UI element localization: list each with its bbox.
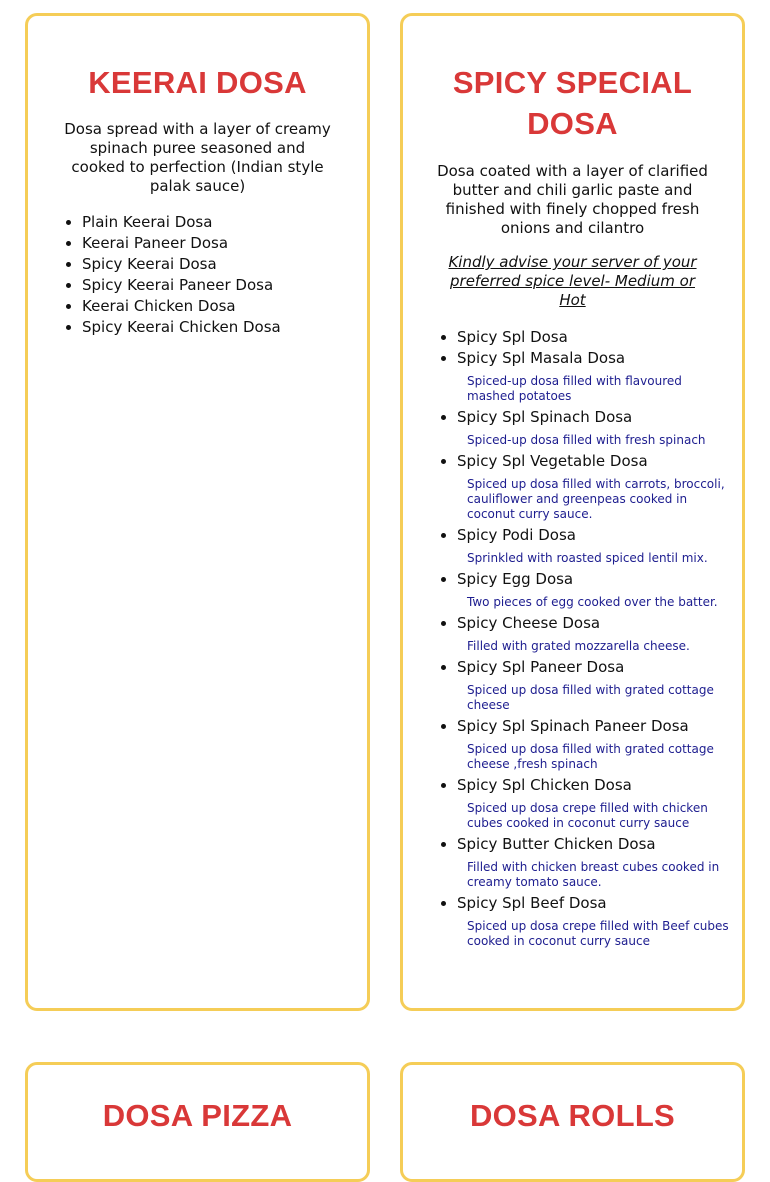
menu-item [457,327,732,348]
menu-item-name: • Spicy Spl Chicken Dosa [457,776,632,794]
menu-item-name: • Spicy Keerai Dosa [82,255,217,273]
menu-item-name: • Spicy Spl Dosa [457,328,568,346]
menu-item-name: • Spicy Keerai Chicken Dosa [82,318,281,336]
menu-item [457,775,732,834]
menu-item-description: Spiced-up dosa filled with fresh spinach [467,433,706,447]
menu-item-description: Spiced up dosa filled with grated cottage cheese ,fresh spinach [467,742,714,771]
spicy-special-dosa-card [400,13,745,1011]
menu-item [82,296,347,317]
card-description: Dosa spread with a layer of creamy spinach puree seasoned and cooked to perfection (Indian style palak sauce) [64,120,331,195]
menu-item-description: Spiced up dosa filled with grated cottage cheese [467,683,714,712]
dosa-rolls-card [400,1062,745,1182]
menu-item [82,275,347,296]
menu-item-name: • Spicy Keerai Paneer Dosa [82,276,274,294]
spice-level-note: Kindly advise your server of your preferred spice level- Medium or Hot [448,253,697,309]
menu-item-name: • Spicy Spl Masala Dosa [457,349,626,367]
menu-item [82,254,347,275]
dosa-pizza-card [25,1062,370,1182]
keerai-item-list [58,212,347,338]
menu-item [457,893,732,952]
menu-item-name: • Spicy Cheese Dosa [457,614,601,632]
menu-item [457,657,732,716]
menu-item-name: • Keerai Chicken Dosa [82,297,236,315]
menu-item-name: • Spicy Egg Dosa [457,570,574,588]
menu-item [82,233,347,254]
menu-item [457,716,732,775]
menu-item [457,348,732,407]
menu-item [457,525,732,569]
menu-item-name: • Keerai Paneer Dosa [82,234,229,252]
menu-item-name: • Spicy Spl Paneer Dosa [457,658,625,676]
menu-item [457,613,732,657]
menu-item-description: Filled with chicken breast cubes cooked in creamy tomato sauce. [467,860,720,889]
menu-item [457,834,732,893]
card-title: DOSA PIZZA [102,1098,293,1133]
keerai-dosa-card [25,13,370,1011]
menu-item-description: Spiced up dosa filled with carrots, broccoli, cauliflower and greenpeas cooked in coconut curry sauce. [467,477,725,521]
menu-item-name: • Spicy Spl Vegetable Dosa [457,452,648,470]
card-title: SPICY SPECIAL DOSA [452,65,693,141]
card-title: KEERAI DOSA [88,65,307,100]
menu-item-name: • Spicy Butter Chicken Dosa [457,835,656,853]
menu-item [457,407,732,451]
menu-item [457,569,732,613]
menu-item-name: • Spicy Spl Spinach Dosa [457,408,633,426]
menu-item-description: Sprinkled with roasted spiced lentil mix. [467,551,708,565]
menu-item [457,451,732,525]
menu-item-name: • Spicy Spl Beef Dosa [457,894,607,912]
menu-item-description: Spiced up dosa crepe filled with chicken cubes cooked in coconut curry sauce [467,801,708,830]
spicy-item-list [433,327,732,952]
menu-item-description: Two pieces of egg cooked over the batter. [467,595,718,609]
menu-item-name: • Plain Keerai Dosa [82,213,213,231]
menu-item-name: • Spicy Podi Dosa [457,526,576,544]
menu-item [82,212,347,233]
menu-item-name: • Spicy Spl Spinach Paneer Dosa [457,717,689,735]
menu-item-description: Filled with grated mozzarella cheese. [467,639,690,653]
menu-item-description: Spiced-up dosa filled with flavoured mashed potatoes [467,374,682,403]
menu-item [82,317,347,338]
menu-item-description: Spiced up dosa crepe filled with Beef cubes cooked in coconut curry sauce [467,919,729,948]
card-title: DOSA ROLLS [469,1098,676,1133]
card-description: Dosa coated with a layer of clarified butter and chili garlic paste and finished with finely chopped fresh onions and cilantro [437,162,708,237]
